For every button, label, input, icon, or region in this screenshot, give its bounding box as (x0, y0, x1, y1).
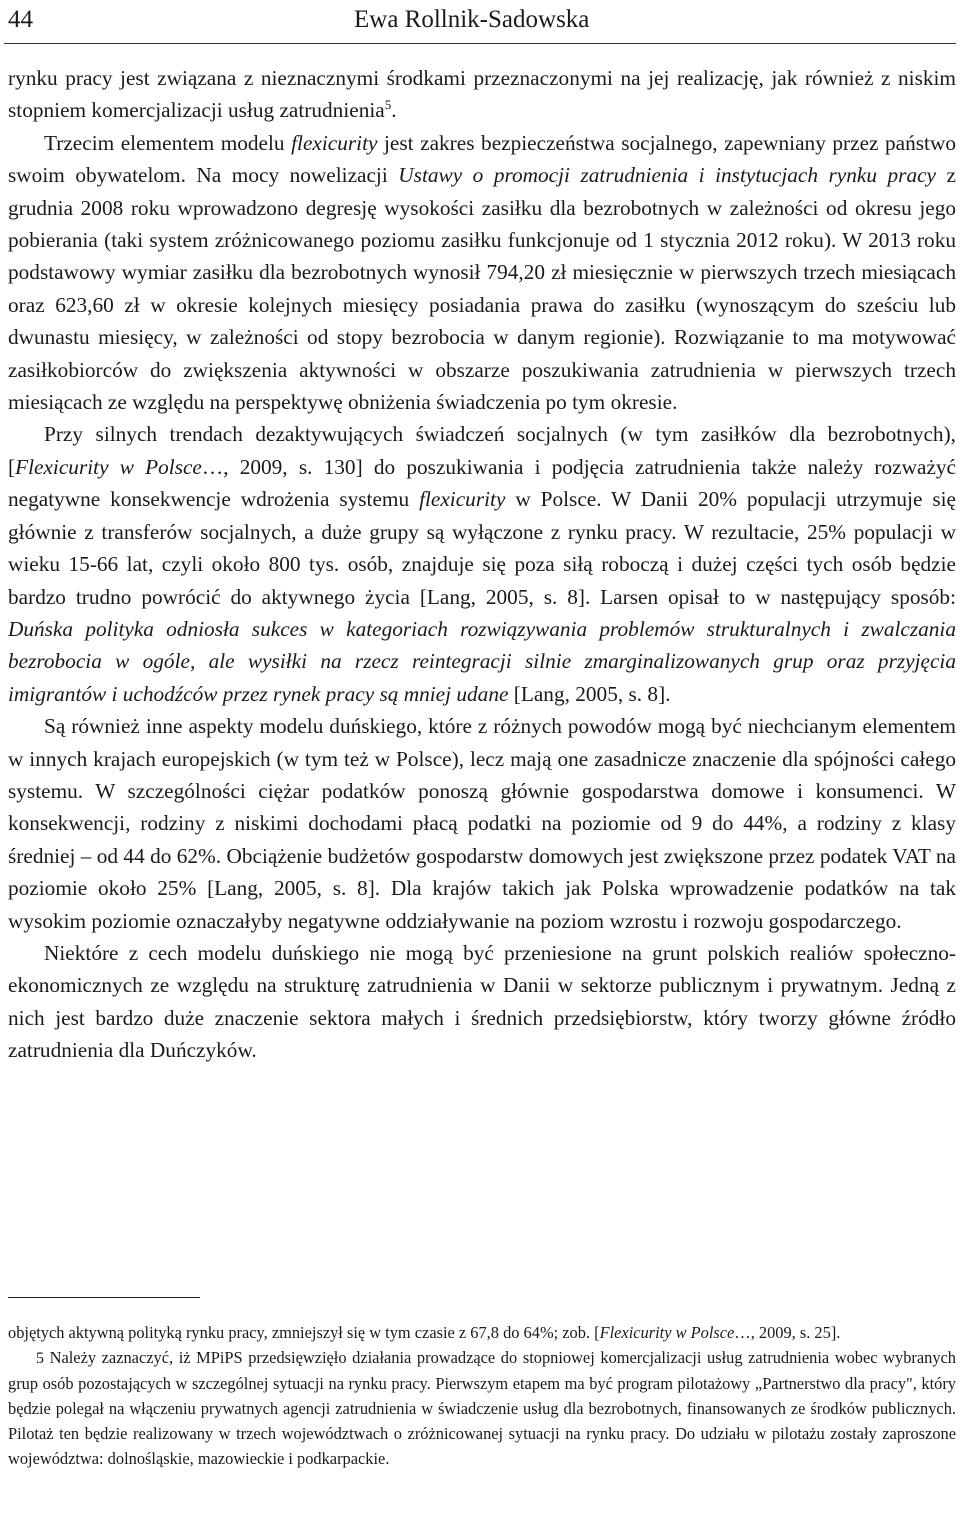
text-run: objętych aktywną polityką rynku pracy, zmniejszył się w tym czasie z 67,8 do 64%; zob. [ (8, 1323, 600, 1342)
text-run: z grudnia 2008 roku wprowadzono degresję wysokości zasiłku dla bezrobotnych w zależności od okresu jego pobierania (taki system zróżnicowanego poziomu zasiłku funkcjonuje od 1 stycznia 2012 roku). W 2013 roku podstawowy wymiar zasiłku dla bezrobotnych wynosił 794,20 zł miesięcznie w pierwszych trzech miesiącach oraz 623,60 zł w okresie kolejnych miesięcy posiadania prawa do zasiłku (wynoszącym do sześciu lub dwunastu miesięcy, w zależności od stopy bezrobocia w danym regionie). Rozwiązanie to ma motywować zasiłkobiorców do zwiększenia aktywności w obszarze poszukiwania zatrudnienia w pierwszych trzech miesiącach ze względu na perspektywę obniżenia świadczenia po tym okresie. (8, 163, 956, 415)
text-run: rynku pracy jest związana z nieznacznymi środkami przeznaczonymi na jej realizację, jak również z niskim stopniem komercjalizacji usług zatrudnienia (8, 66, 956, 123)
paragraph-4: Są również inne aspekty modelu duńskiego, które z różnych powodów mogą być niechcianym elementem w innych krajach europejskich (w tym też w Polsce), lecz mają one zasadnicze znaczenie dla spójności całego systemu. W szczególności ciężar podatków ponoszą głównie gospodarstwa domowe i konsumenci. W konsekwencji, rodziny z niskimi dochodami płacą podatki na poziomie od 9 do 44%, a rodziny z klasy średniej – od 44 do 62%. Obciążenie budżetów gospodarstw domowych jest zwiększone przez podatek VAT na poziomie około 25% [Lang, 2005, s. 8]. Dla krajów takich jak Polska wprowadzenie podatków na tak wysokim poziomie oznaczałyby negatywne oddziaływanie na poziom wzrostu i rozwoju gospodarczego. (8, 714, 956, 933)
footnote-5 (8, 1345, 956, 1471)
text-run: …, 2009, s. 130] do poszukiwania i podjęcia zatrudnienia także należy rozważyć negatywne konsekwencje wdrożenia systemu (8, 454, 957, 512)
italic-citation: Flexicurity w Polsce (599, 1323, 735, 1342)
italic-term: flexicurity (291, 130, 378, 155)
footnote-text: Należy zaznaczyć, iż MPiPS przedsięwzięło działania prowadzące do stopniowej komercjalizacji usług zatrudnienia wobec wybranych grup osób pozostających w szczególnej sytuacji na rynku pracy. Pierwszym etapem ma być program pilotażowy „Partnerstwo dla pracy", który będzie polegał na włączeniu prywatnych agencji zatrudnienia w świadczenie usług dla bezrobotnych, finansowanych ze środków publicznych. Pilotaż ten będzie realizowany w trzech województwach o zróżnicowanej sytuacji na rynku pracy. Do udziału w pilotażu zostały zaproszone województwa: dolnośląskie, mazowieckie i podkarpackie. (8, 1348, 956, 1468)
text-run: jest zakres bezpieczeństwa socjalnego, zapewniany przez państwo swoim obywatelom. Na mocy nowelizacji (8, 130, 957, 188)
text-run: Przy silnych trendach dezaktywujących świadczeń socjalnych (w tym zasiłków dla bezrobotnych), [ (8, 422, 956, 479)
italic-term: flexicurity (419, 487, 506, 512)
header-rule (4, 43, 956, 44)
page-header (0, 0, 960, 46)
footnote-reference: 5 (384, 97, 392, 113)
text-run: w Polsce. W Danii 20% populacji utrzymuje się głównie z transferów socjalnych, a duże grupy są wyłączone z rynku pracy. W rezultacie, 25% populacji w wieku 15-66 lat, czyli około 800 tys. osób, znajduje się poza siłą roboczą i dużej części tych osób będzie bardzo trudno powrócić do aktywnego życia [Lang, 2005, s. 8]. Larsen opisał to w następujący sposób: (8, 487, 956, 609)
text-run: . (391, 98, 397, 123)
footnotes (8, 1320, 956, 1471)
running-head: Ewa Rollnik-Sadowska (354, 6, 590, 33)
paragraph-2 (8, 127, 956, 419)
paragraph-1 (8, 62, 956, 127)
page-number: 44 (8, 6, 33, 33)
text-run: [Lang, 2005, s. 8]. (508, 681, 671, 706)
footnote-continuation (8, 1320, 956, 1345)
footnote-separator (8, 1297, 200, 1298)
paragraph-3 (8, 418, 956, 710)
paragraph-5: Niektóre z cech modelu duńskiego nie mogą być przeniesione na grunt polskich realiów społeczno-ekonomicznych ze względu na strukturę zatrudnienia w Danii w sektorze publicznym i prywatnym. Jedną z nich jest bardzo duże znaczenie sektora małych i średnich przedsiębiorstw, który tworzy główne źródło zatrudnienia dla Duńczyków. (8, 940, 956, 1063)
text-run: Trzecim elementem modelu (44, 130, 292, 155)
body-text (8, 62, 956, 1067)
italic-title: Ustawy o promocji zatrudnienia i instytucjach rynku pracy (398, 163, 937, 188)
text-run: …, 2009, s. 25]. (734, 1323, 841, 1342)
italic-quote: Duńska polityka odniosła sukces w kategoriach rozwiązywania problemów strukturalnych i zwalczania bezrobocia w ogóle, ale wysiłki na rzecz reintegracji silnie zmarginalizowanych grup oraz przyjęcia imigrantów i uchodźców przez rynek pracy są mniej udane (8, 616, 956, 706)
italic-citation: Flexicurity w Polsce (15, 454, 202, 479)
footnote-number: 5 (36, 1350, 44, 1367)
